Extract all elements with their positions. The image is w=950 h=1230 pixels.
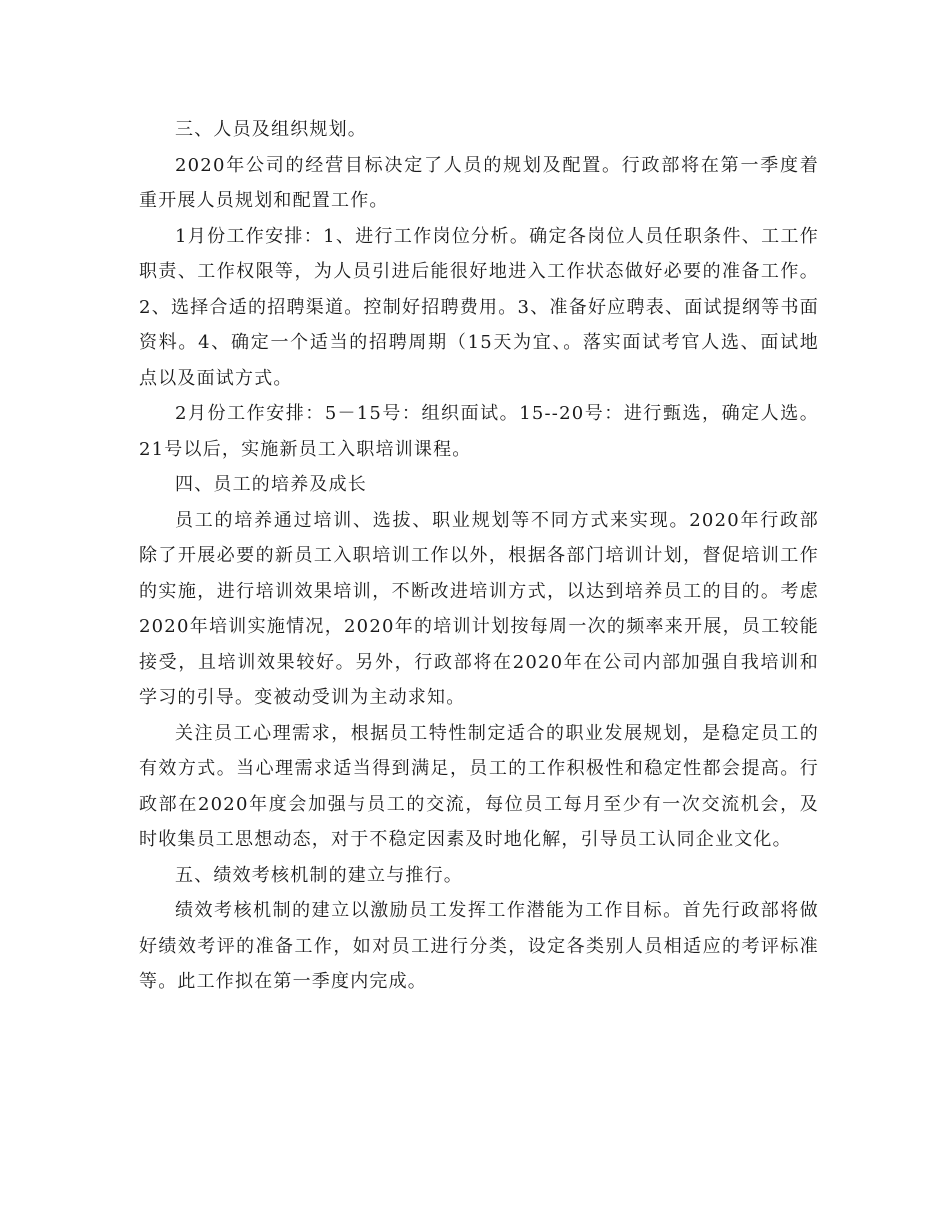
paragraph: 2020年公司的经营目标决定了人员的规划及配置。行政部将在第一季度着重开展人员规划和配置工作。 — [139, 154, 819, 211]
section-heading-employee-development: 四、员工的培养及成长 — [175, 474, 367, 495]
paragraph: 2月份工作安排：5－15号：组织面试。15--20号：进行甄选，确定人选。21号以后，实施新员工入职培训课程。 — [139, 403, 819, 460]
paragraph: 1月份工作安排：1、进行工作岗位分析。确定各岗位人员任职条件、工工作职责、工作权限等，为人员引进后能很好地进入工作状态做好必要的准备工作。2、选择合适的招聘渠道。控制好招聘费用。3、准备好应聘表、面试提纲等书面资料。4、确定一个适当的招聘周期（15天为宜、。落实面试考官人选、面试地点以及面试方式。 — [139, 225, 819, 389]
paragraph: 员工的培养通过培训、选拔、职业规划等不同方式来实现。2020年行政部除了开展必要的新员工入职培训工作以外，根据各部门培训计划，督促培训工作的实施，进行培训效果培训，不断改进培训方式，以达到培养员工的目的。考虑2020年培训实施情况，2020年的培训计划按每周一次的频率来开展，员工较能接受，且培训效果较好。另外，行政部将在2020年在公司内部加强自我培训和学习的引导。变被动受训为主动求知。 — [139, 509, 819, 708]
paragraph: 关注员工心理需求，根据员工特性制定适合的职业发展规划，是稳定员工的有效方式。当心理需求适当得到满足，员工的工作积极性和稳定性都会提高。行政部在2020年度会加强与员工的交流，每位员工每月至少有一次交流机会，及时收集员工思想动态，对于不稳定因素及时地化解，引导员工认同企业文化。 — [139, 722, 819, 850]
section-heading-performance-review: 五、绩效考核机制的建立与推行。 — [175, 864, 463, 886]
document-body — [139, 112, 819, 1000]
paragraph: 绩效考核机制的建立以激励员工发挥工作潜能为工作目标。首先行政部将做好绩效考评的准备工作，如对员工进行分类，设定各类别人员相适应的考评标准等。此工作拟在第一季度内完成。 — [139, 900, 819, 992]
section-heading-personnel-planning: 三、人员及组织规划。 — [175, 119, 367, 140]
